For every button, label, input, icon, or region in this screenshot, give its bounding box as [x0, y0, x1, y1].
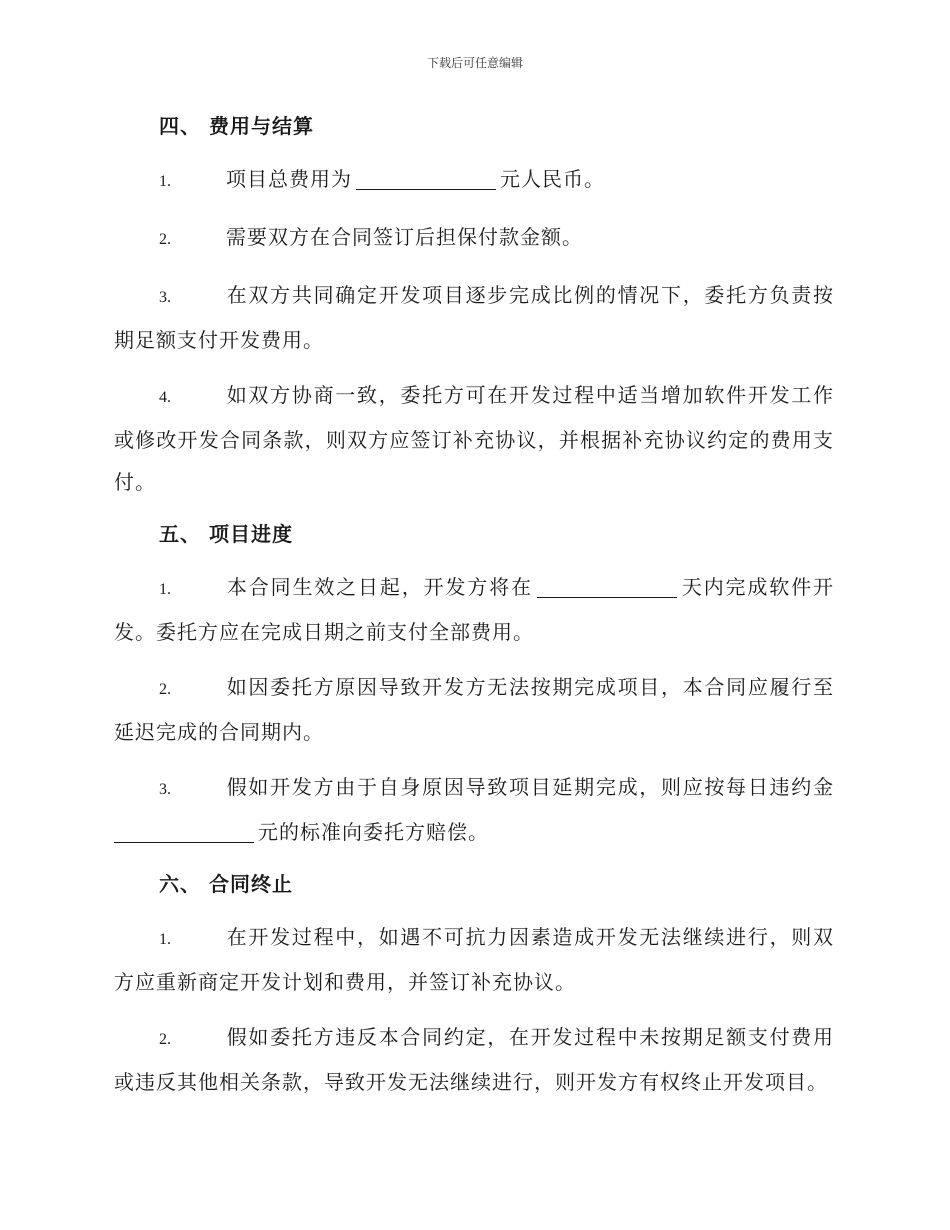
clause-number: 2.	[159, 231, 171, 248]
clause-5-2	[114, 666, 834, 753]
clause-text-before-blank: 项目总费用为	[226, 167, 352, 191]
clause-text: 需要双方在合同签订后担保付款金额。	[226, 225, 583, 249]
clause-4-3	[114, 274, 834, 361]
clause-text-before-blank: 本合同生效之日起，开发方将在	[226, 575, 533, 599]
clause-text-before-blank: 假如开发方由于自身原因导致项目延期完成，则应按每日违约金	[226, 775, 834, 799]
clause-text: 如双方协商一致，委托方可在开发过程中适当增加软件开发工作或修改开发合同条款，则双方应签订补充协议，并根据补充协议约定的费用支付。	[114, 383, 834, 494]
clause-text-after-blank: 天内完成软件开发。委托方应在完成日期之前支付全部费用。	[114, 575, 835, 644]
clause-number: 4.	[159, 389, 171, 406]
page-header-note: 下载后可任意编辑	[426, 56, 523, 70]
clause-number: 1.	[159, 581, 171, 598]
section-heading-fees: 四、 费用与结算	[159, 114, 314, 138]
clause-number: 1.	[159, 931, 171, 948]
clause-5-1	[114, 566, 834, 653]
fill-in-blank-daily-penalty[interactable]	[114, 820, 254, 843]
section-heading-schedule: 五、 项目进度	[159, 522, 293, 546]
clause-number: 2.	[159, 1031, 171, 1048]
clause-6-1	[114, 916, 834, 1003]
clause-5-3	[114, 766, 834, 853]
clause-6-2	[114, 1016, 834, 1103]
clause-text-after-blank: 元的标准向委托方赔偿。	[258, 820, 489, 844]
clause-number: 2.	[159, 681, 171, 698]
clause-text: 如因委托方原因导致开发方无法按期完成项目，本合同应履行至延迟完成的合同期内。	[114, 675, 834, 744]
section-heading-termination: 六、 合同终止	[159, 872, 293, 896]
clause-4-4	[114, 374, 834, 503]
clause-text: 在开发过程中，如遇不可抗力因素造成开发无法继续进行，则双方应重新商定开发计划和费用，并签订补充协议。	[114, 925, 834, 994]
fill-in-blank-total-fee[interactable]	[356, 167, 496, 190]
document-body	[114, 108, 834, 1116]
clause-4-2	[114, 216, 834, 261]
clause-number: 1.	[159, 173, 171, 190]
clause-text: 在双方共同确定开发项目逐步完成比例的情况下，委托方负责按期足额支付开发费用。	[114, 283, 834, 352]
fill-in-blank-days[interactable]	[537, 575, 677, 598]
clause-text: 假如委托方违反本合同约定，在开发过程中未按期足额支付费用或违反其他相关条款，导致开发无法继续进行，则开发方有权终止开发项目。	[114, 1025, 834, 1094]
clause-4-1	[114, 158, 834, 203]
clause-text-after-blank: 元人民币。	[500, 167, 605, 191]
clause-number: 3.	[159, 289, 171, 306]
clause-number: 3.	[159, 781, 171, 798]
